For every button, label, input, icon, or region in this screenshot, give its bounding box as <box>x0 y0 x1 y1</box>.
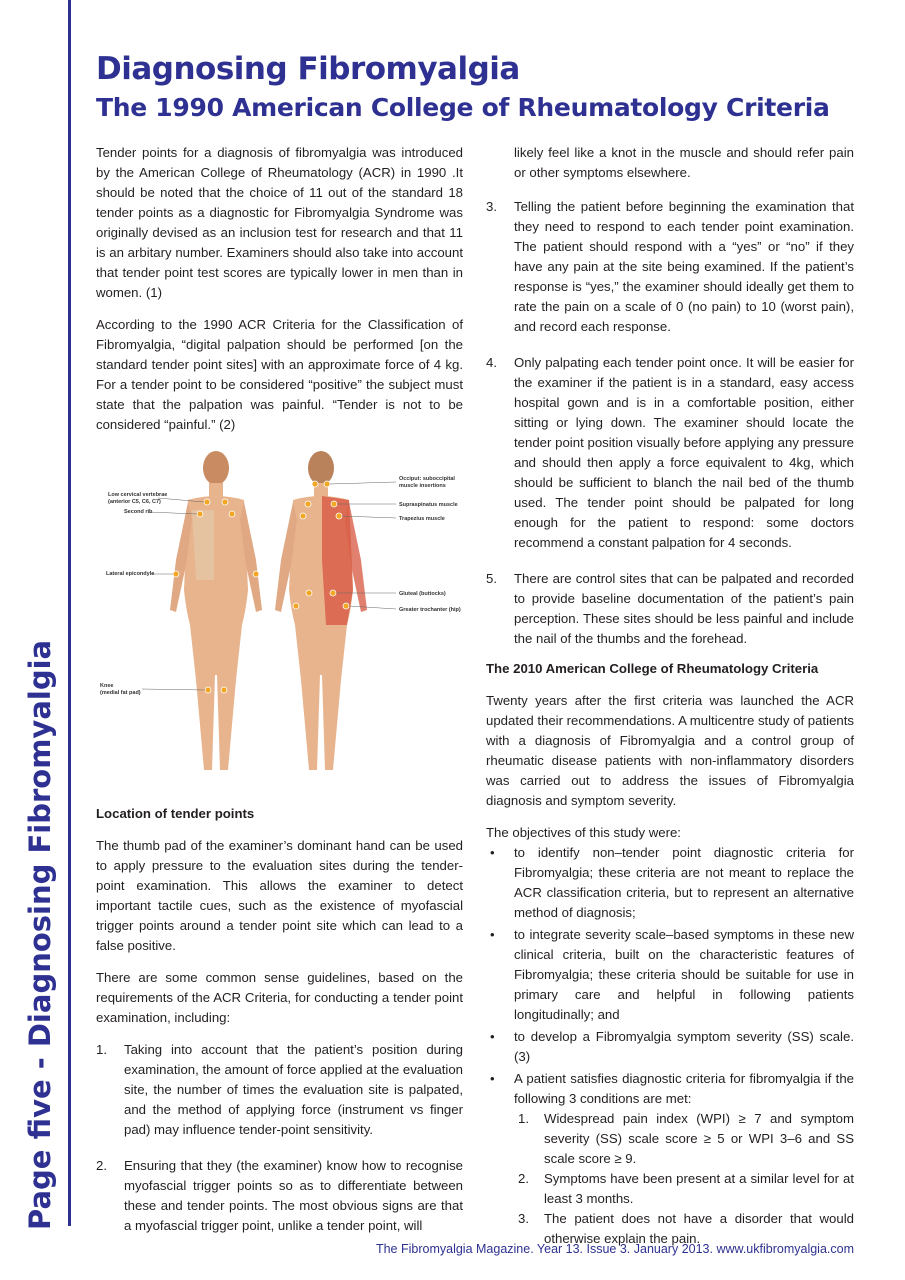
leader-line <box>349 606 396 609</box>
conditions-list <box>514 1109 854 1249</box>
list-text: Widespread pain index (WPI) ≥ 7 and symptom severity (SS) scale score ≥ 5 or WPI 3–6 and SS scale score ≥ 9. <box>544 1111 854 1166</box>
front-body <box>170 451 262 770</box>
list-text: Only palpating each tender point once. It will be easier for the examiner if the patient is in a standard, easy access hospital gown and is in a comfortable position, either sitting or lying down. The examiner should locate the tender point position visually before applying any pressure and should then apply a force equivalent to 4kg, which should be sufficient to blanch the nail bed of the thumb used. The tender point should be palpated for long enough for the patient to respond: some doctors recommend a constant palpation for 4 seconds. <box>514 355 854 550</box>
list-text: Taking into account that the patient’s position during examination, the amount of force applied at the evaluation site, the number of times the evaluation site is palpated, and the method of applying force (instrument vs finger pad) may influence tender-point sensitivity. <box>124 1042 463 1137</box>
bullet-marker: • <box>490 845 495 860</box>
bullet-marker: • <box>490 1071 495 1086</box>
label-lateral-epicondyle: Lateral epicondyle <box>106 571 155 577</box>
list-text: There are control sites that can be palpated and recorded to provide baseline documentation of the patient’s pain perception. These sites should be less painful and include the nail of the thumbs and the forehead. <box>514 571 854 646</box>
list-text: to identify non–tender point diagnostic criteria for Fibromyalgia; these criteria are not meant to replace the ACR classification criteria, but to represent an alternative method of diagnosis; <box>514 845 854 920</box>
tender-point <box>331 501 337 507</box>
page-title: Diagnosing Fibromyalgia <box>96 51 520 87</box>
back-head <box>308 451 334 485</box>
list-text: Symptoms have been present at a similar level for at least 3 months. <box>544 1171 854 1206</box>
tender-point <box>336 513 342 519</box>
label-knee: Knee <box>100 683 114 689</box>
left-column-lower <box>96 804 463 1252</box>
label-knee-sub: (medial fat pad) <box>100 690 141 696</box>
list-number: 5. <box>486 571 497 586</box>
bullet-marker: • <box>490 1029 495 1044</box>
tender-point <box>229 511 235 517</box>
left-column <box>96 143 463 447</box>
page-footer: The Fibromyalgia Magazine. Year 13. Issue 3. January 2013. www.ukfibromyalgia.com <box>375 1242 854 1256</box>
tender-point <box>221 687 227 693</box>
tender-point <box>205 687 211 693</box>
page-subtitle: The 1990 American College of Rheumatology Criteria <box>96 93 830 122</box>
tender-point <box>293 603 299 609</box>
tender-point <box>300 513 306 519</box>
list-item <box>486 843 854 923</box>
list-number: 2. <box>518 1171 529 1186</box>
tender-point <box>222 499 228 505</box>
body-illustration <box>96 440 463 785</box>
list-item <box>96 1156 463 1236</box>
sidebar-rule <box>68 0 71 1226</box>
list-text: The patient does not have a disorder that would otherwise explain the pain. <box>544 1211 854 1246</box>
intro-paragraph: Tender points for a diagnosis of fibromyalgia was introduced by the American College of Rheumatology (ACR) in 1990 .It should be noted that the choice of 11 out of the standard 18 tender points as a diagnostic for Fibromyalgia Syndrome was originally devised as an inclusion test for research and that 11 is an arbitary number. Examiners should also take into account that tender point test scores are typically lower in men than in women. (1) <box>96 145 463 300</box>
tender-point <box>306 590 312 596</box>
continued-text: likely feel like a knot in the muscle and should refer pain or other symptoms elsewhere. <box>514 145 854 180</box>
guidelines-list-continued <box>486 197 854 649</box>
tender-point <box>343 603 349 609</box>
tender-points-figure <box>96 440 463 785</box>
label-trochanter: Greater trochanter (hip) <box>399 607 461 613</box>
tender-point <box>330 590 336 596</box>
acr-criteria-paragraph: According to the 1990 ACR Criteria for the Classification of Fibromyalgia, “digital palpation should be performed [on the standard tender point sites] with an approximate force of 4 kg. For a tender point to be considered “positive” the subject must state that the palpation was painful. “Tender is not to be considered “painful.” (2) <box>96 317 463 432</box>
front-neck <box>209 483 223 497</box>
list-number: 4. <box>486 355 497 370</box>
objectives-list <box>486 843 854 1249</box>
list-item <box>514 1169 854 1209</box>
list-text: A patient satisfies diagnostic criteria for fibromyalgia if the following 3 conditions are met: <box>514 1071 854 1106</box>
list-text: to integrate severity scale–based symptoms in these new clinical criteria, built on the characteristic features of Fibromyalgia; these criteria should be suitable for use in primary care and helpful in following patients longitudinally; and <box>514 927 854 1022</box>
label-second-rib: Second rib <box>124 509 153 515</box>
leader-line <box>142 689 205 690</box>
guidelines-list <box>96 1040 463 1236</box>
label-occiput: Occiput: suboccipital <box>399 476 455 482</box>
guidelines-paragraph: There are some common sense guidelines, based on the requirements of the ACR Criteria, for conducting a tender point examination, including: <box>96 970 463 1025</box>
list-item <box>96 1040 463 1140</box>
list-item <box>514 1109 854 1169</box>
tender-point <box>204 499 210 505</box>
side-title: Page five - Diagnosing Fibromyalgia <box>23 639 57 1230</box>
list-number: 1. <box>96 1042 107 1057</box>
tender-point <box>197 511 203 517</box>
label-gluteal: Gluteal (buttocks) <box>399 591 446 597</box>
right-column <box>486 143 854 1251</box>
list-number: 3. <box>518 1211 529 1226</box>
list-item <box>486 569 854 649</box>
label-cervical: Low cervical vertebrae <box>108 492 168 498</box>
label-cervical-sub: (anterior C5, C6, C7) <box>108 499 161 505</box>
list-text: Ensuring that they (the examiner) know how to recognise myofascial trigger points so as to differentiate between these and tender points. The most obvious signs are that a myofascial trigger point, unlike a tender point, will <box>124 1158 463 1233</box>
list-number: 1. <box>518 1111 529 1126</box>
objectives-intro: The objectives of this study were: <box>486 825 681 840</box>
thumb-pad-paragraph: The thumb pad of the examiner’s dominant hand can be used to apply pressure to the evaluation sites during the tender-point examination. This allows the examiner to detect important tactile cues, such as the existence of myofascial trigger points around a tender point site which can lead to a false positive. <box>96 838 463 953</box>
tender-point <box>305 501 311 507</box>
label-occiput-sub: muscle insertions <box>399 483 446 489</box>
list-item <box>486 197 854 337</box>
tender-point <box>324 481 330 487</box>
bullet-marker: • <box>490 927 495 942</box>
paragraph-2010: Twenty years after the first criteria was launched the ACR updated their recommendations. A multicentre study of patients with a diagnosis of Fibromyalgia and a control group of rheumatic disease patients with non-inflammatory disorders was carried out to address the issues of Fibromyalgia diagnosis and symptom severity. <box>486 693 854 808</box>
tender-point <box>173 571 179 577</box>
leader-line <box>330 482 396 484</box>
list-number: 3. <box>486 199 497 214</box>
front-head <box>203 451 229 485</box>
tender-point <box>312 481 318 487</box>
list-text: to develop a Fibromyalgia symptom severity (SS) scale. (3) <box>514 1029 854 1064</box>
tender-point <box>253 571 259 577</box>
back-body <box>275 451 367 770</box>
list-item <box>486 925 854 1025</box>
heading-2010: The 2010 American College of Rheumatology Criteria <box>486 661 819 676</box>
location-heading: Location of tender points <box>96 806 255 821</box>
list-item <box>486 1069 854 1249</box>
list-number: 2. <box>96 1158 107 1173</box>
list-item <box>486 1027 854 1067</box>
label-trapezius: Trapezius muscle <box>399 516 445 522</box>
list-item <box>486 353 854 553</box>
label-supraspinatus: Supraspinatus muscle <box>399 502 458 508</box>
list-text: Telling the patient before beginning the examination that they need to respond to each tender point examination. The patient should respond with a “yes” or “no” if they have any pain at the site being examined. If the patient’s response is “yes,” the examiner should ideally get them to rate the pain on a scale of 0 (no pain) to 10 (worst pain), and record each response. <box>514 199 854 334</box>
